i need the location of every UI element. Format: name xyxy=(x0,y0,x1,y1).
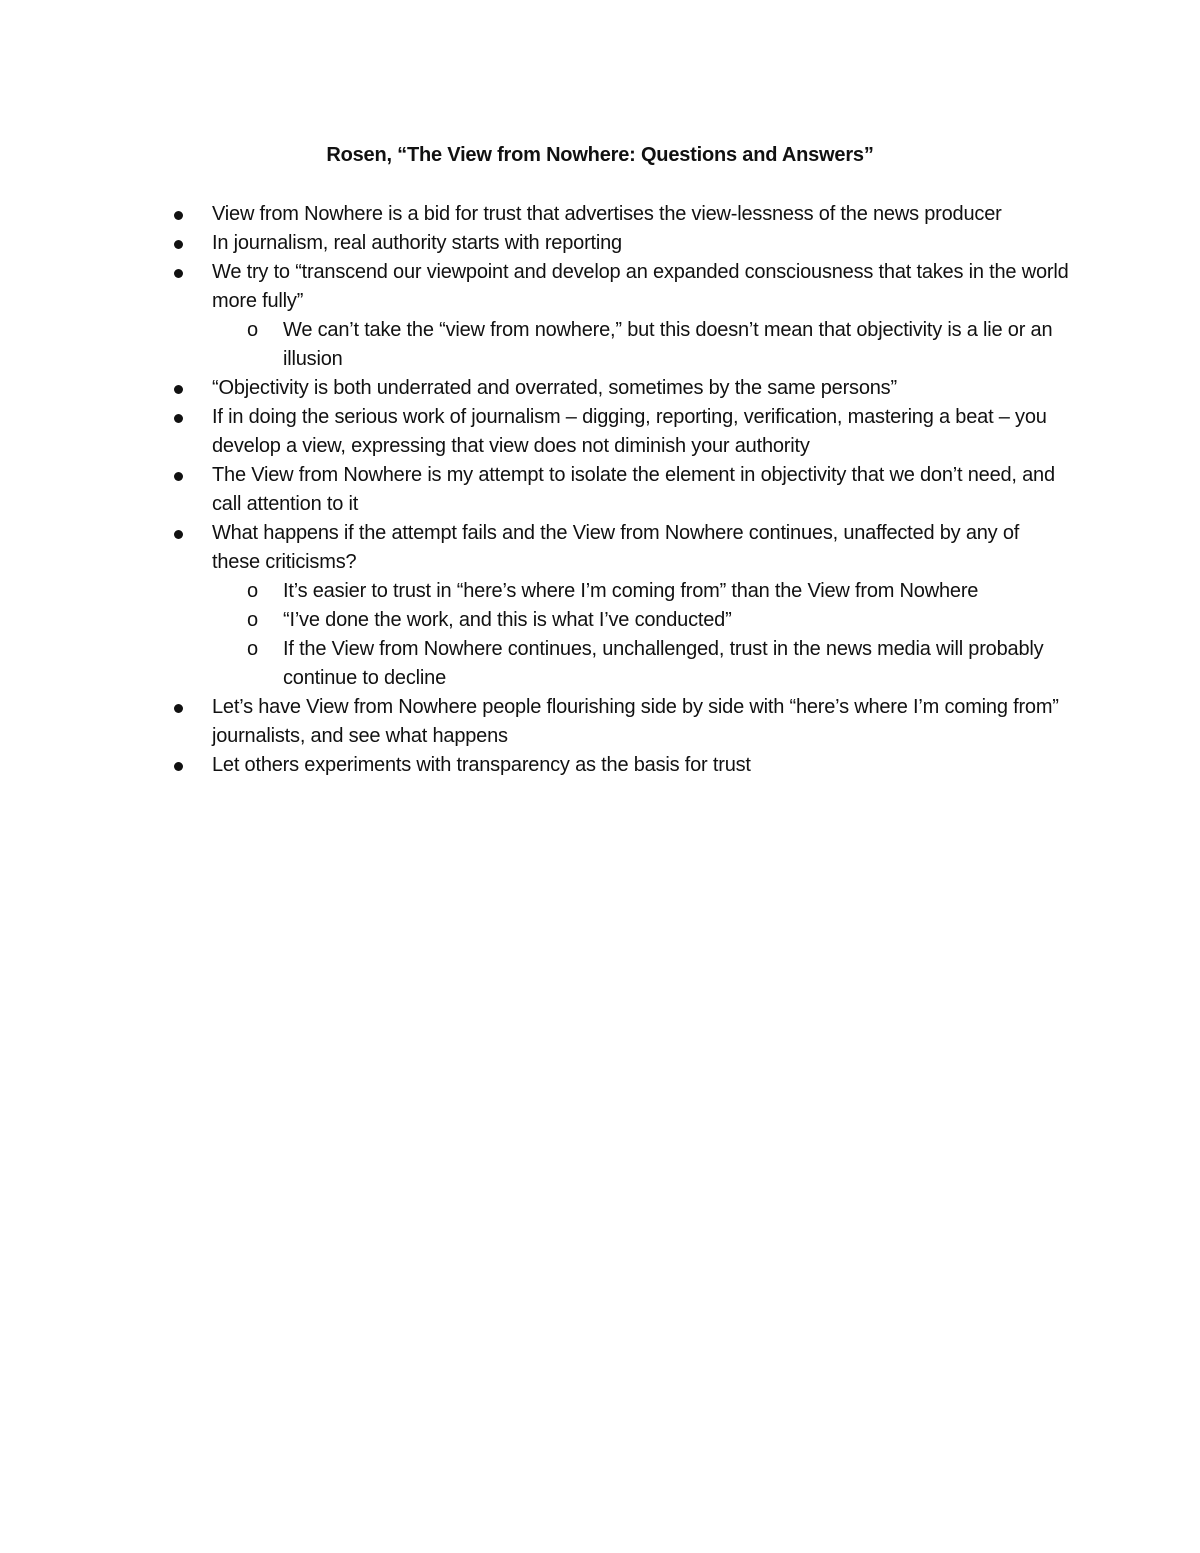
list-item xyxy=(212,403,1072,461)
page-title: Rosen, “The View from Nowhere: Questions and Answers” xyxy=(326,144,874,166)
list-item-text: “Objectivity is both underrated and overrated, sometimes by the same persons” xyxy=(212,377,897,399)
bullet-icon xyxy=(174,240,183,249)
list-item xyxy=(212,200,1072,229)
list-item xyxy=(212,751,1072,780)
list-item-text: View from Nowhere is a bid for trust that advertises the view-lessness of the news producer xyxy=(212,203,1002,225)
sub-list xyxy=(212,316,1072,374)
bullet-icon xyxy=(174,385,183,394)
bullet-icon xyxy=(174,530,183,539)
list-item xyxy=(212,374,1072,403)
bullet-icon xyxy=(174,704,183,713)
sub-list-item-text: If the View from Nowhere continues, unchallenged, trust in the news media will probably continue to decline xyxy=(283,638,1044,689)
sub-list-item xyxy=(247,316,1072,374)
list-item-text: In journalism, real authority starts with reporting xyxy=(212,232,622,254)
list-item-text: Let’s have View from Nowhere people flourishing side by side with “here’s where I’m coming from” journalists, and see what happens xyxy=(212,696,1059,747)
bullet-icon xyxy=(174,414,183,423)
circle-bullet-icon: o xyxy=(247,580,258,602)
circle-bullet-icon: o xyxy=(247,609,258,631)
list-item xyxy=(212,693,1072,751)
list-item-text: The View from Nowhere is my attempt to isolate the element in objectivity that we don’t need, and call attention to it xyxy=(212,464,1055,515)
bullet-icon xyxy=(174,269,183,278)
bullet-list xyxy=(212,200,1072,780)
sub-list-item xyxy=(247,606,1072,635)
list-item xyxy=(212,258,1072,374)
circle-bullet-icon: o xyxy=(247,319,258,341)
sub-list xyxy=(212,577,1072,693)
sub-list-item xyxy=(247,577,1072,606)
list-item xyxy=(212,519,1072,693)
list-item-text: We try to “transcend our viewpoint and develop an expanded consciousness that takes in the world more fully” xyxy=(212,261,1069,312)
list-item xyxy=(212,229,1072,258)
bullet-icon xyxy=(174,762,183,771)
bullet-icon xyxy=(174,211,183,220)
circle-bullet-icon: o xyxy=(247,638,258,660)
list-item xyxy=(212,461,1072,519)
sub-list-item-text: “I’ve done the work, and this is what I’ve conducted” xyxy=(283,609,732,631)
sub-list-item xyxy=(247,635,1072,693)
list-item-text: What happens if the attempt fails and the View from Nowhere continues, unaffected by any of these criticisms? xyxy=(212,522,1020,573)
sub-list-item-text: We can’t take the “view from nowhere,” but this doesn’t mean that objectivity is a lie or an illusion xyxy=(283,319,1053,370)
bullet-icon xyxy=(174,472,183,481)
sub-list-item-text: It’s easier to trust in “here’s where I’m coming from” than the View from Nowhere xyxy=(283,580,979,602)
list-item-text: If in doing the serious work of journalism – digging, reporting, verification, mastering a beat – you develop a view, expressing that view does not diminish your authority xyxy=(212,406,1047,457)
list-item-text: Let others experiments with transparency as the basis for trust xyxy=(212,754,751,776)
